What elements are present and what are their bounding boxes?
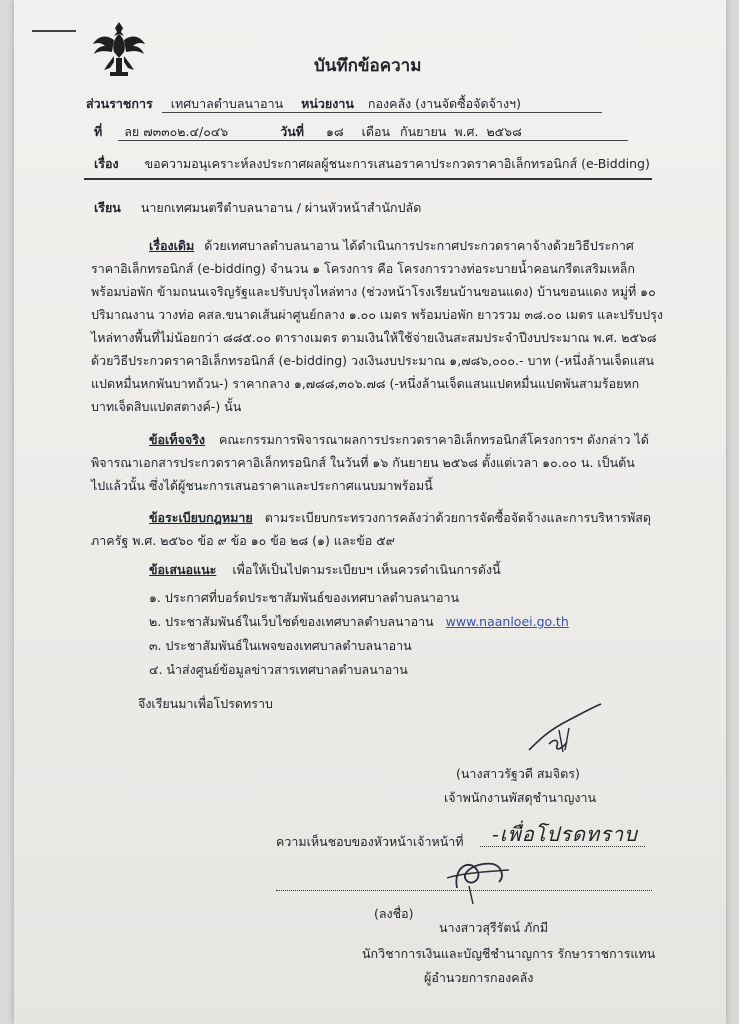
signature-2 [439,848,519,908]
year-value: ๒๕๖๘ [486,124,522,139]
background-line: ด้วยเทศบาลตำบลนาอาน ได้ดำเนินการประกาศประกวดราคาจ้างด้วยวิธีประกาศ [204,238,634,253]
ref-value: ลย ๗๓๓๐๒.๔/๐๔๖ [124,124,229,139]
recommendation-item: ๔. นำส่งศูนย์ข้อมูลข่าวสารเทศบาลตำบลนาอาน [149,662,408,677]
date-day: ๑๘ [326,124,344,139]
garuda-emblem-icon [90,18,148,80]
facts-heading: ข้อเท็จจริง [149,432,206,447]
subject-value: ขอความอนุเคราะห์ลงประกาศผลผู้ชนะการเสนอราคาประกวดราคาอิเล็กทรอนิกส์ (e-Bidding) [144,156,650,171]
closing-text: จึงเรียนมาเพื่อโปรดทราบ [138,696,273,711]
facts-line: คณะกรรมการพิจารณาผลการประกวดราคาอิเล็กทรอนิกส์โครงการฯ ดังกล่าว ได้ [219,432,649,447]
date-label: วันที่ [280,124,305,139]
recommendation-item: ๑. ประกาศที่บอร์ดประชาสัมพันธ์ของเทศบาลตำบลนาอาน [149,590,460,605]
salutation-value: นายกเทศมนตรีตำบลนาอาน / ผ่านหัวหน้าสำนักปลัด [140,200,422,215]
facts-line: พิจารณาเอกสารประกวดราคาอิเล็กทรอนิกส์ ในวันที่ ๑๖ กันยายน ๒๕๖๘ ตั้งแต่เวลา ๑๐.๐๐ น. เป็นต้น [91,455,635,470]
opinion-label: ความเห็นชอบของหัวหน้าเจ้าหน้าที่ [276,834,464,849]
background-line: แปดหมื่นหกพันบาทถ้วน-) ราคากลาง ๑,๗๘๘,๓๐๖.๗๘ (-หนึ่งล้านเจ็ดแสนแปดหมื่นแปดพันสามร้อยหก [91,376,640,391]
ref-label: ที่ [94,124,103,139]
law-heading: ข้อระเบียบกฎหมาย [149,510,253,525]
recommendation-item: ๓. ประชาสัมพันธ์ในเพจของเทศบาลตำบลนาอาน [149,638,412,653]
month-label: เดือน [361,124,391,139]
signer2-position: นักวิชาการเงินและบัญชีชำนาญการ รักษาราชการแทน [362,946,656,961]
unit-label: หน่วยงาน [301,96,354,111]
recommendation-intro: เพื่อให้เป็นไปตามระเบียบฯ เห็นควรดำเนินการดังนี้ [232,562,501,577]
signer2-name: นางสาวสุรีรัตน์ ภักมี [439,920,549,935]
recommendation-item: ๒. ประชาสัมพันธ์ในเว็บไซต์ของเทศบาลตำบลนาอาน [149,614,434,629]
subject-label: เรื่อง [94,156,119,171]
recommendation-heading: ข้อเสนอแนะ [149,562,217,577]
memo-title: บันทึกข้อความ [314,56,422,76]
background-line: พร้อมบ่อพัก ข้ามถนนเจริญรัฐและปรับปรุงไหล่ทาง (ช่วงหน้าโรงเรียนบ้านขอนแดง) บ้านขอนแดง หมู่ที่ ๑๐ [91,284,656,299]
salutation-label: เรียน [94,200,121,215]
subject-rule [84,178,652,180]
facts-line: ไปแล้วนั้น ซึ่งได้ผู้ชนะการเสนอราคาและประกาศแนบมาพร้อมนี้ [91,478,433,493]
header-underline [162,112,602,113]
agency-label: ส่วนราชการ [86,96,153,111]
unit-value: กองคลัง (งานจัดซื้อจัดจ้างฯ) [367,96,521,111]
opinion-handwritten: -เพื่อโปรดทราบ [492,822,638,846]
background-line: บาทเจ็ดสิบแปดสตางค์-) นั้น [91,399,242,414]
month-value: กันยายน [400,124,447,139]
website-link[interactable]: www.naanloei.go.th [445,614,569,629]
law-line: ตามระเบียบกระทรวงการคลังว่าด้วยการจัดซื้อจัดจ้างและการบริหารพัสดุ [264,510,651,525]
law-line: ภาครัฐ พ.ศ. ๒๕๖๐ ข้อ ๙ ข้อ ๑๐ ข้อ ๒๘ (๑) และข้อ ๕๙ [91,533,395,548]
background-line: ด้วยวิธีประกวดราคาอิเล็กทรอนิกส์ (e-bidding) วงเงินงบประมาณ ๑,๗๘๖,๐๐๐.- บาท (-หนึ่งล้านเจ็ดแสน [91,353,655,368]
margin-mark [32,30,76,32]
agency-value: เทศบาลตำบลนาอาน [170,96,284,111]
signer2-position-2: ผู้อำนวยการกองคลัง [424,970,534,985]
sign-label: (ลงชื่อ) [374,906,414,921]
ref-underline [118,140,628,141]
year-label: พ.ศ. [454,124,479,139]
memo-page [14,0,726,1024]
signature-1 [519,700,609,770]
background-line: ราคาอิเล็กทรอนิกส์ (e-bidding) จำนวน ๑ โครงการ คือ โครงการวางท่อระบายน้ำคอนกรีตเสริมเหล็ก [91,261,635,276]
signer1-position: เจ้าพนักงานพัสดุชำนาญงาน [444,790,597,805]
background-heading: เรื่องเดิม [149,238,195,253]
background-line: ไหล่ทางพื้นที่ไม่น้อยกว่า ๘๘๕.๐๐ ตารางเมตร ตามเงินให้ใช้จ่ายเงินสะสมประจำปีงบประมาณ พ.ศ. ๒๕๖๘ [91,330,657,345]
signer1-name: (นางสาวรัฐวดี สมจิตร) [456,766,580,781]
background-line: ปริมาณงาน วางท่อ คสล.ขนาดเส้นผ่าศูนย์กลาง ๑.๐๐ เมตร พร้อมบ่อพัก ยาวรวม ๓๘.๐๐ เมตร และปรับปรุง [91,307,663,322]
